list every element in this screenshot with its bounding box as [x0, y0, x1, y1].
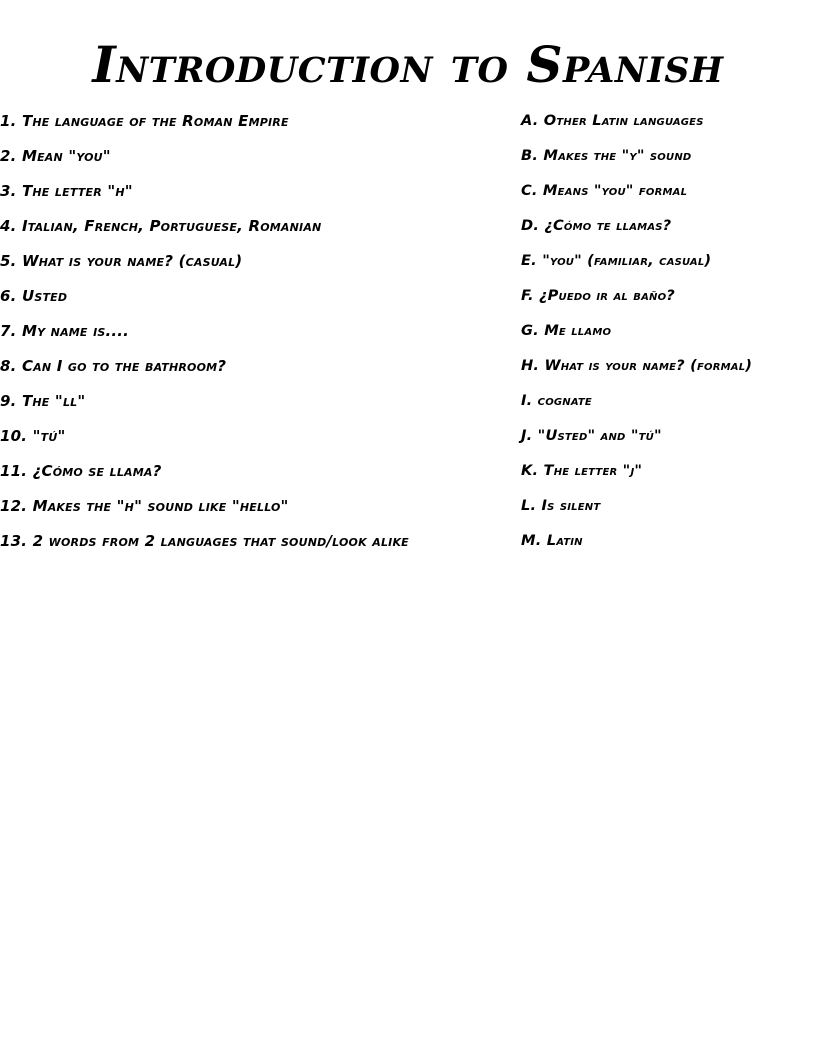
question-item: 13. 2 words from 2 languages that sound/look alike — [0, 532, 409, 550]
answer-item: D. ¿Cómo te llamas? — [521, 217, 672, 234]
page-title: Introduction to Spanish — [92, 35, 724, 94]
questions-list — [0, 108, 500, 563]
answer-item: J. "Usted" and "tú" — [521, 427, 662, 444]
answer-item: I. cognate — [521, 392, 592, 409]
answer-item: M. Latin — [521, 532, 583, 549]
question-item: 9. The "ll" — [0, 392, 86, 410]
question-item: 3. The letter "h" — [0, 182, 133, 200]
answer-item: A. Other Latin languages — [521, 112, 704, 129]
question-item: 4. Italian, French, Portuguese, Romanian — [0, 217, 322, 235]
question-item: 12. Makes the "h" sound like "hello" — [0, 497, 289, 515]
question-item: 10. "tú" — [0, 427, 66, 445]
answer-item: F. ¿Puedo ir al baño? — [521, 287, 675, 304]
answer-item: K. The letter "j" — [521, 462, 643, 479]
question-item: 7. My name is.... — [0, 322, 130, 340]
question-item: 1. The language of the Roman Empire — [0, 112, 289, 130]
answers-list — [521, 108, 811, 563]
question-item: 11. ¿Cómo se llama? — [0, 462, 162, 480]
answer-item: G. Me llamo — [521, 322, 612, 339]
answer-item: C. Means "you" formal — [521, 182, 688, 199]
question-item: 5. What is your name? (casual) — [0, 252, 243, 270]
question-item: 2. Mean "you" — [0, 147, 111, 165]
answer-item: B. Makes the "y" sound — [521, 147, 692, 164]
answer-item: E. "you" (familiar, casual) — [521, 252, 712, 269]
answer-item: L. Is silent — [521, 497, 601, 514]
answer-item: H. What is your name? (formal) — [521, 357, 753, 374]
question-item: 8. Can I go to the bathroom? — [0, 357, 227, 375]
question-item: 6. Usted — [0, 287, 68, 305]
